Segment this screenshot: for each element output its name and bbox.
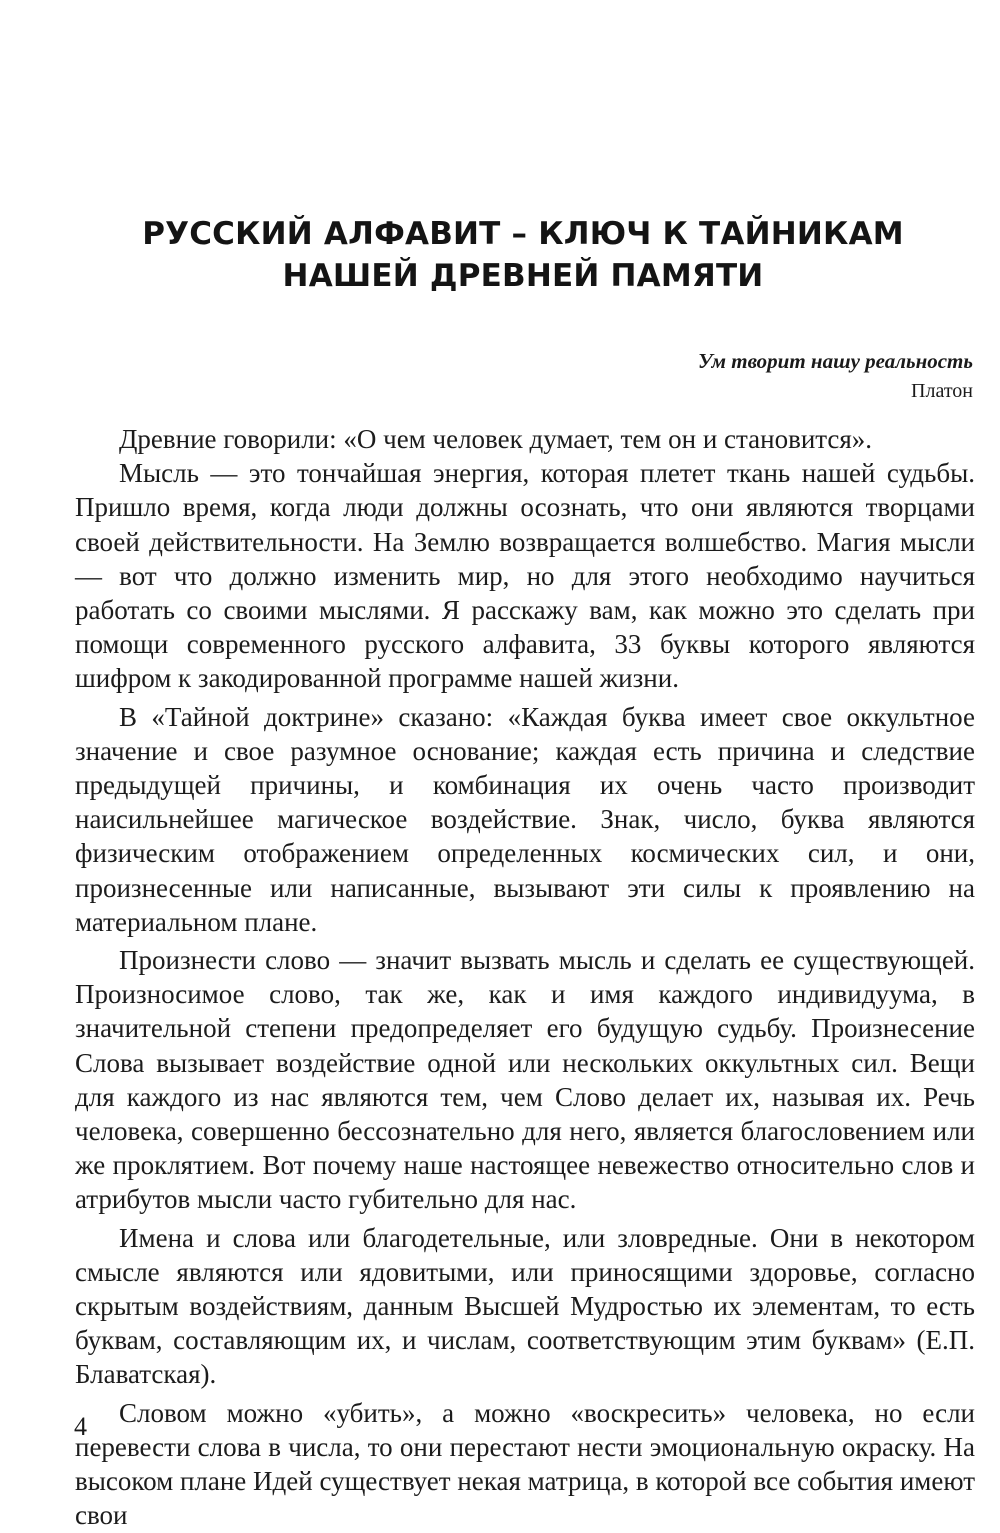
chapter-title-line-2: НАШЕЙ ДРЕВНЕЙ ПАМЯТИ: [282, 258, 764, 294]
page-number: 4: [74, 1412, 87, 1441]
paragraph: Произнести слово — значит вызвать мысль и сделать ее существующей. Произносимое слово, так же, как и имя каждого индивидуума, в значительной степени предопределяет его будущую судьбу. Произнесение Слова вызывает воздействие одной или нескольких оккультных сил. Вещи для каждого из нас являются тем, чем Слово делает их, называя их. Речь человека, совершенно бессознательно для него, является благословением или же проклятием. Вот почему наше настоящее невежество относительно слов и атрибутов мысли часто губительно для нас.: [75, 945, 975, 1215]
epigraph-quote: Ум творит нашу реальность: [698, 349, 973, 373]
paragraph: Словом можно «убить», а можно «воскресить» человека, но если перевести слова в числа, то они перестают нести эмоциональную окраску. На высоком плане Идей существует некая матрица, в которой все события имеют свои: [75, 1397, 975, 1531]
body-text: [75, 422, 975, 1533]
epigraph: [698, 346, 973, 406]
chapter-title-line-1: РУССКИЙ АЛФАВИТ – КЛЮЧ К ТАЙНИКАМ: [142, 216, 904, 252]
chapter-title: [0, 213, 1000, 297]
paragraph: Имена и слова или благодетельные, или зловредные. Они в некотором смысле являются или ядовитыми, или приносящими здоровье, согласно скрытым воздействиям, данным Высшей Мудростью их элементам, то есть буквам, составляющим их, и числам, соответствующим этим буквам» (Е.П. Блаватская).: [75, 1222, 975, 1390]
epigraph-author: Платон: [911, 380, 973, 402]
paragraph: В «Тайной доктрине» сказано: «Каждая буква имеет свое оккультное значение и свое разумное основание; каждая есть причина и следствие предыдущей причины, и комбинация их очень часто производит наисильнейшее магическое воздействие. Знак, число, буква являются физическим отображением определенных космических сил, и они, произнесенные или написанные, вызывают эти силы к проявлению на материальном плане.: [75, 701, 975, 937]
paragraph: Мысль — это тончайшая энергия, которая плетет ткань нашей судьбы. Пришло время, когда люди должны осознать, что они являются творцами своей действительности. На Землю возвращается волшебство. Магия мысли — вот что должно изменить мир, но для этого необходимо научиться работать со своими мыслями. Я расскажу вам, как можно это сделать при помощи современного русского алфавита, 33 буквы которого являются шифром к закодированной программе нашей жизни.: [75, 458, 975, 694]
paragraph: Древние говорили: «О чем человек думает, тем он и становится».: [119, 424, 873, 454]
